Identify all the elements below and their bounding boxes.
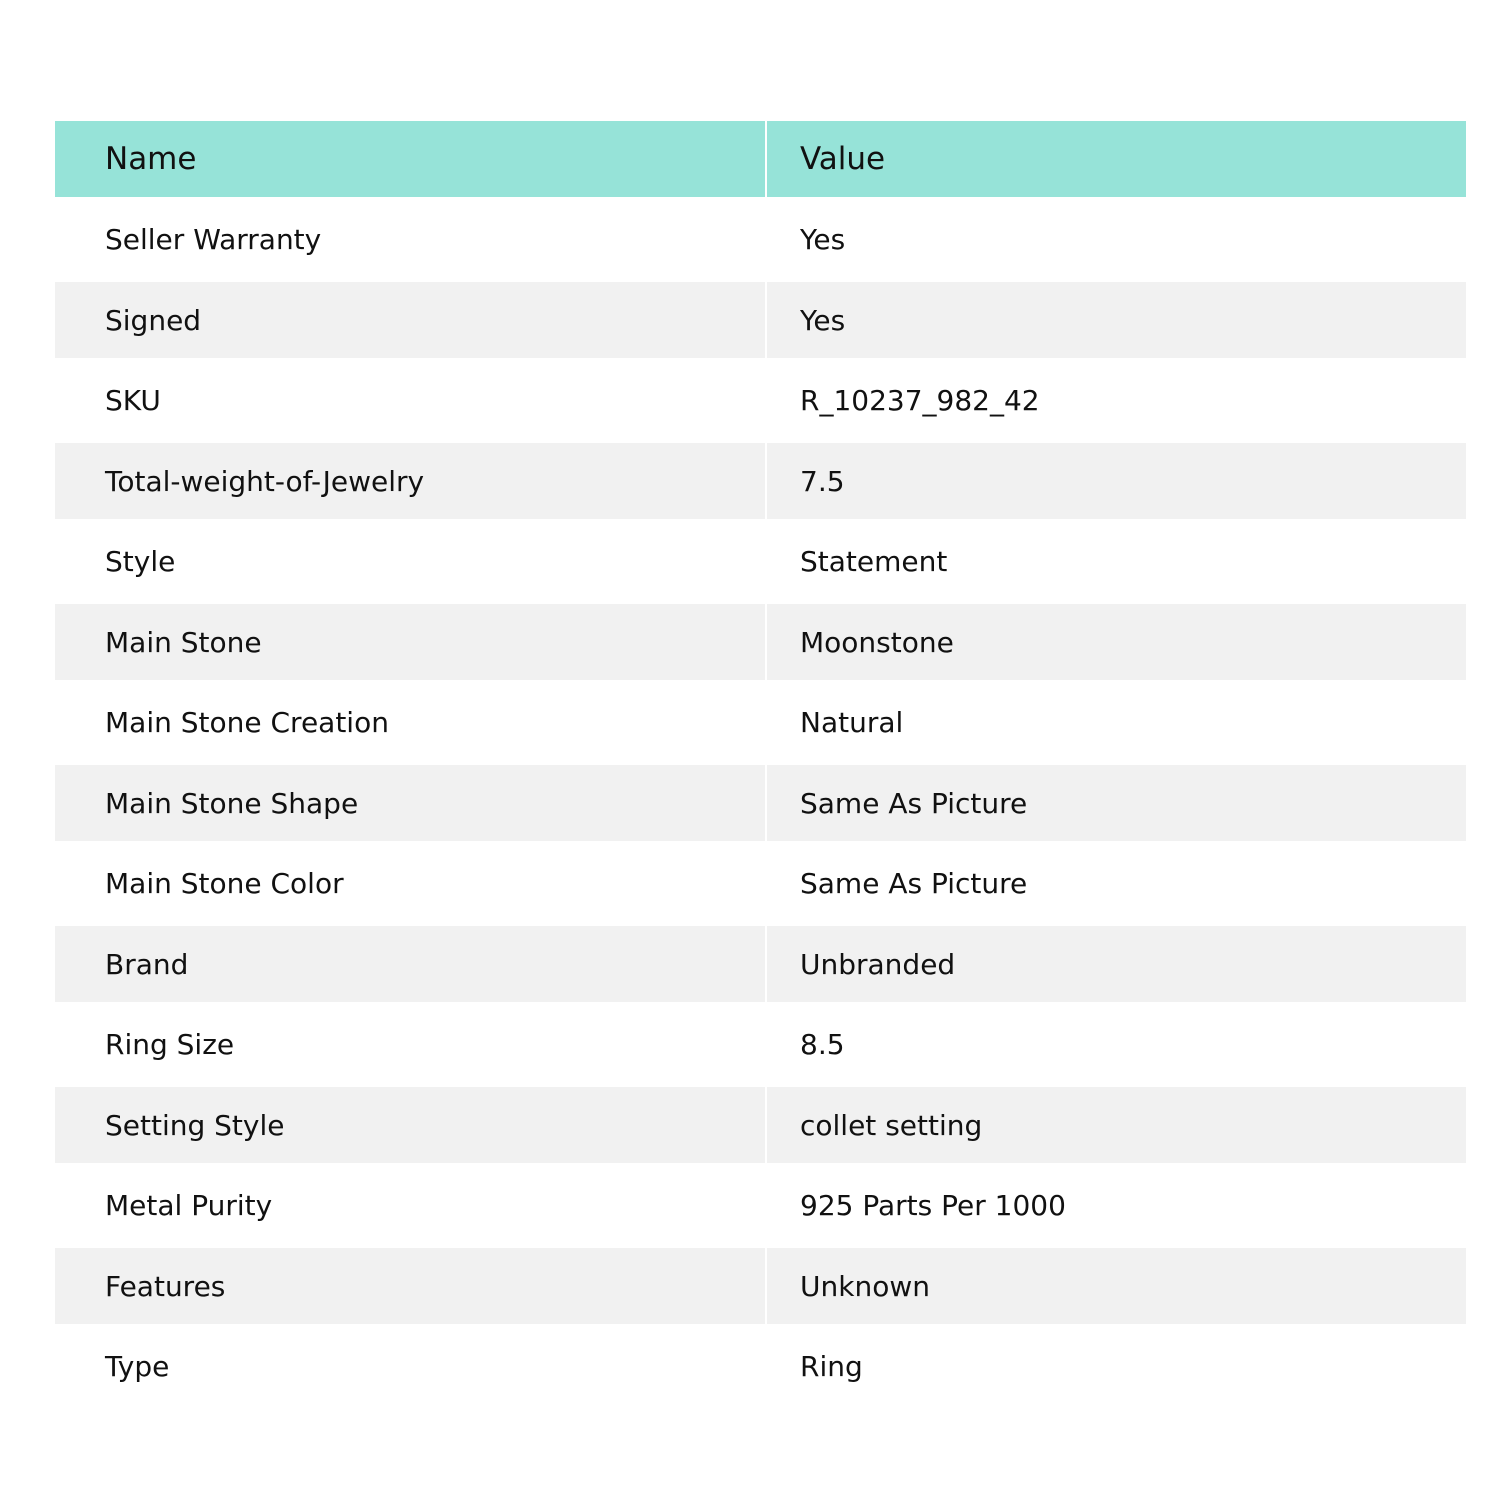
row-value: Ring [766,1324,1466,1409]
table-row [55,519,1466,604]
item-specifics-table [55,121,1466,1409]
row-value: Statement [766,519,1466,604]
row-name: Metal Purity [55,1163,766,1248]
header-row [55,121,1466,197]
row-name: Features [55,1248,766,1324]
row-value: Yes [766,197,1466,282]
table-row [55,358,1466,443]
table-row [55,1248,1466,1324]
row-name: Type [55,1324,766,1409]
table-row [55,765,1466,841]
row-name: Main Stone Color [55,841,766,926]
row-name: Signed [55,282,766,358]
row-value: Natural [766,680,1466,765]
table-row [55,1002,1466,1087]
row-name: Seller Warranty [55,197,766,282]
row-value: Same As Picture [766,765,1466,841]
table-row [55,926,1466,1002]
row-name: Style [55,519,766,604]
row-name: Main Stone Shape [55,765,766,841]
row-value: Unbranded [766,926,1466,1002]
row-name: Ring Size [55,1002,766,1087]
name-column-header: Name [55,121,766,197]
table-row [55,1163,1466,1248]
table-header [55,121,1466,197]
row-name: Setting Style [55,1087,766,1163]
table-row [55,1087,1466,1163]
row-value: Unknown [766,1248,1466,1324]
table-row [55,1324,1466,1409]
table-body [55,197,1466,1409]
table-row [55,841,1466,926]
row-name: Brand [55,926,766,1002]
row-value: 925 Parts Per 1000 [766,1163,1466,1248]
row-name: Main Stone Creation [55,680,766,765]
table-row [55,680,1466,765]
row-value: Moonstone [766,604,1466,680]
value-column-header: Value [766,121,1466,197]
row-value: Yes [766,282,1466,358]
table-row [55,197,1466,282]
row-value: 7.5 [766,443,1466,519]
row-value: R_10237_982_42 [766,358,1466,443]
table-row [55,443,1466,519]
row-value: Same As Picture [766,841,1466,926]
table-row [55,604,1466,680]
row-value: collet setting [766,1087,1466,1163]
row-name: SKU [55,358,766,443]
table-row [55,282,1466,358]
row-name: Total-weight-of-Jewelry [55,443,766,519]
row-name: Main Stone [55,604,766,680]
row-value: 8.5 [766,1002,1466,1087]
